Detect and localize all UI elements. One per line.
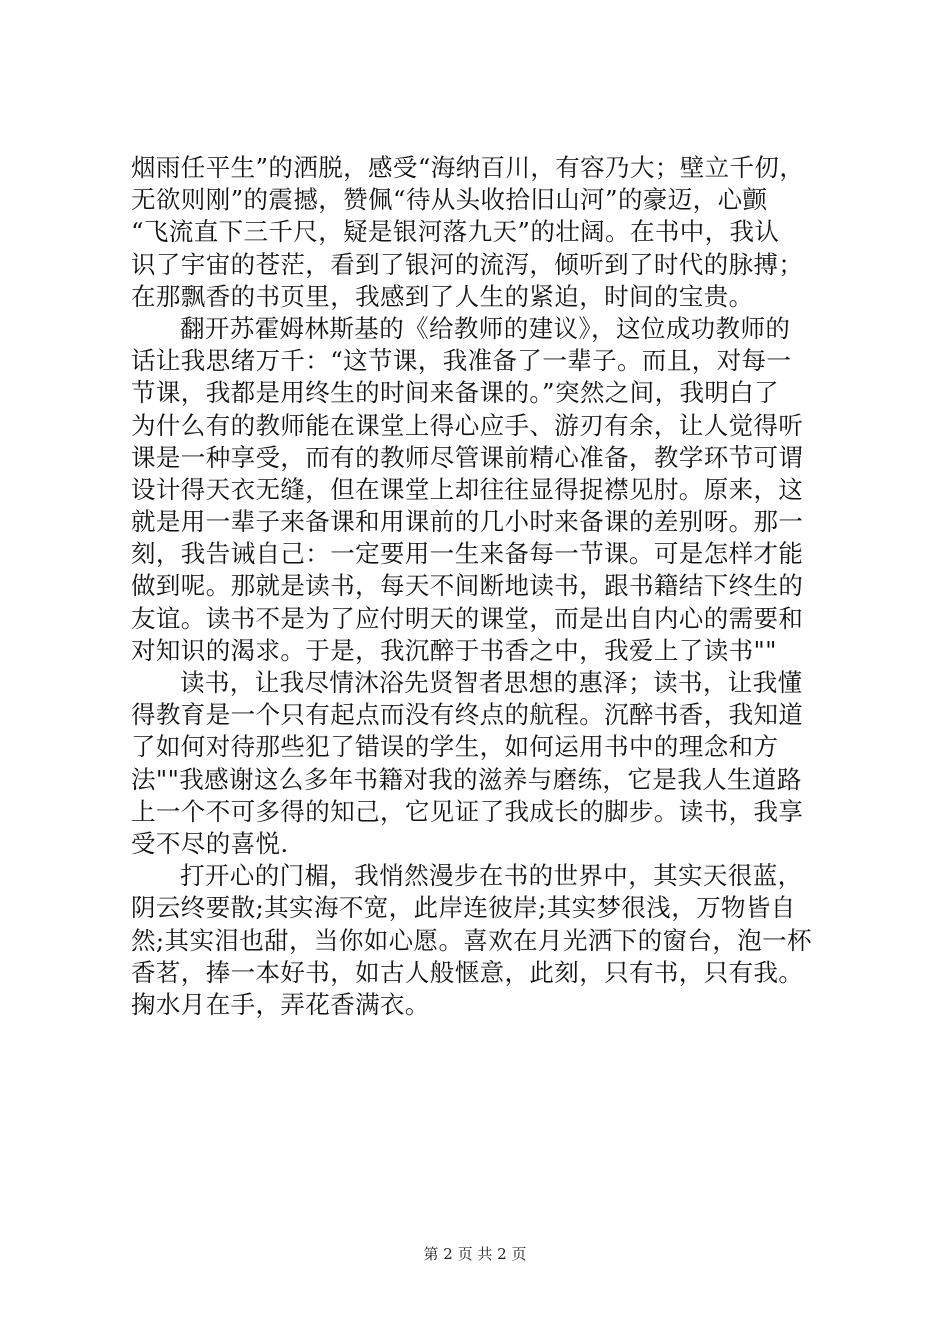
text-line: 得教育是一个只有起点而没有终点的航程。沉醉书香，我知道 bbox=[131, 700, 804, 730]
page-number: 第 2 页 共 2 页 bbox=[423, 1245, 527, 1263]
text-line: 刻，我告诫自己：一定要用一生来备每一节课。可是怎样才能 bbox=[131, 539, 804, 569]
text-line: 法""我感谢这么多年书籍对我的滋养与磨练，它是我人生道路 bbox=[131, 764, 802, 794]
text-line: 了如何对待那些犯了错误的学生，如何运用书中的理念和方 bbox=[131, 732, 779, 762]
text-line: 翻开苏霍姆林斯基的《给教师的建议》，这位成功教师的 bbox=[180, 313, 791, 343]
text-line: 阴云终要散;其实海不宽，此岸连彼岸;其实梦很浅，万物皆自 bbox=[131, 893, 796, 923]
text-line: 做到呢。那就是读书，每天不间断地读书，跟书籍结下终生的 bbox=[131, 571, 804, 601]
text-line: 识了宇宙的苍茫，看到了银河的流泻，倾听到了时代的脉搏； bbox=[131, 249, 804, 279]
body-text bbox=[131, 152, 831, 1021]
text-line: 就是用一辈子来备课和用课前的几小时来备课的差别呀。那一 bbox=[131, 507, 804, 537]
text-line: 打开心的门楣，我悄然漫步在书的世界中，其实天很蓝， bbox=[180, 861, 803, 891]
text-line: “飞流直下三千尺，疑是银河落九天”的壮阔。在书中，我认 bbox=[131, 217, 780, 247]
text-line: 受不尽的喜悦. bbox=[131, 828, 289, 858]
text-line: 香茗，捧一本好书，如古人般惬意，此刻，只有书，只有我。 bbox=[131, 957, 804, 987]
text-line: 在那飘香的书页里，我感到了人生的紧迫，时间的宝贵。 bbox=[131, 281, 754, 311]
text-line: 上一个不可多得的知己，它见证了我成长的脚步。读书，我享 bbox=[131, 796, 804, 826]
text-line: 掬水月在手，弄花香满衣。 bbox=[131, 989, 430, 1019]
text-line: 设计得天衣无缝，但在课堂上却往往显得捉襟见肘。原来，这 bbox=[131, 474, 804, 504]
text-line: 对知识的渴求。于是，我沉醉于书香之中，我爱上了读书"" bbox=[131, 635, 777, 665]
text-line: 节课，我都是用终生的时间来备课的。”突然之间，我明白了 bbox=[131, 378, 780, 408]
text-line: 烟雨任平生”的洒脱，感受“海纳百川，有容乃大；壁立千仞， bbox=[131, 153, 805, 182]
text-line: 读书，让我尽情沐浴先贤智者思想的惠泽；读书，让我懂 bbox=[180, 668, 803, 697]
text-line: 然;其实泪也甜，当你如心愿。喜欢在月光洒下的窗台，泡一杯 bbox=[131, 925, 812, 955]
text-line: 课是一种享受，而有的教师尽管课前精心准备，教学环节可谓 bbox=[131, 442, 804, 472]
text-line: 友谊。读书不是为了应付明天的课堂，而是出自内心的需要和 bbox=[131, 603, 804, 633]
text-line: 无欲则刚”的震撼，赞佩“待从头收拾旧山河”的豪迈，心颤 bbox=[131, 185, 768, 215]
text-line: 为什么有的教师能在课堂上得心应手、游刃有余，让人觉得听 bbox=[131, 410, 804, 440]
text-line: 话让我思绪万千：“这节课，我准备了一辈子。而且，对每一 bbox=[131, 346, 792, 376]
